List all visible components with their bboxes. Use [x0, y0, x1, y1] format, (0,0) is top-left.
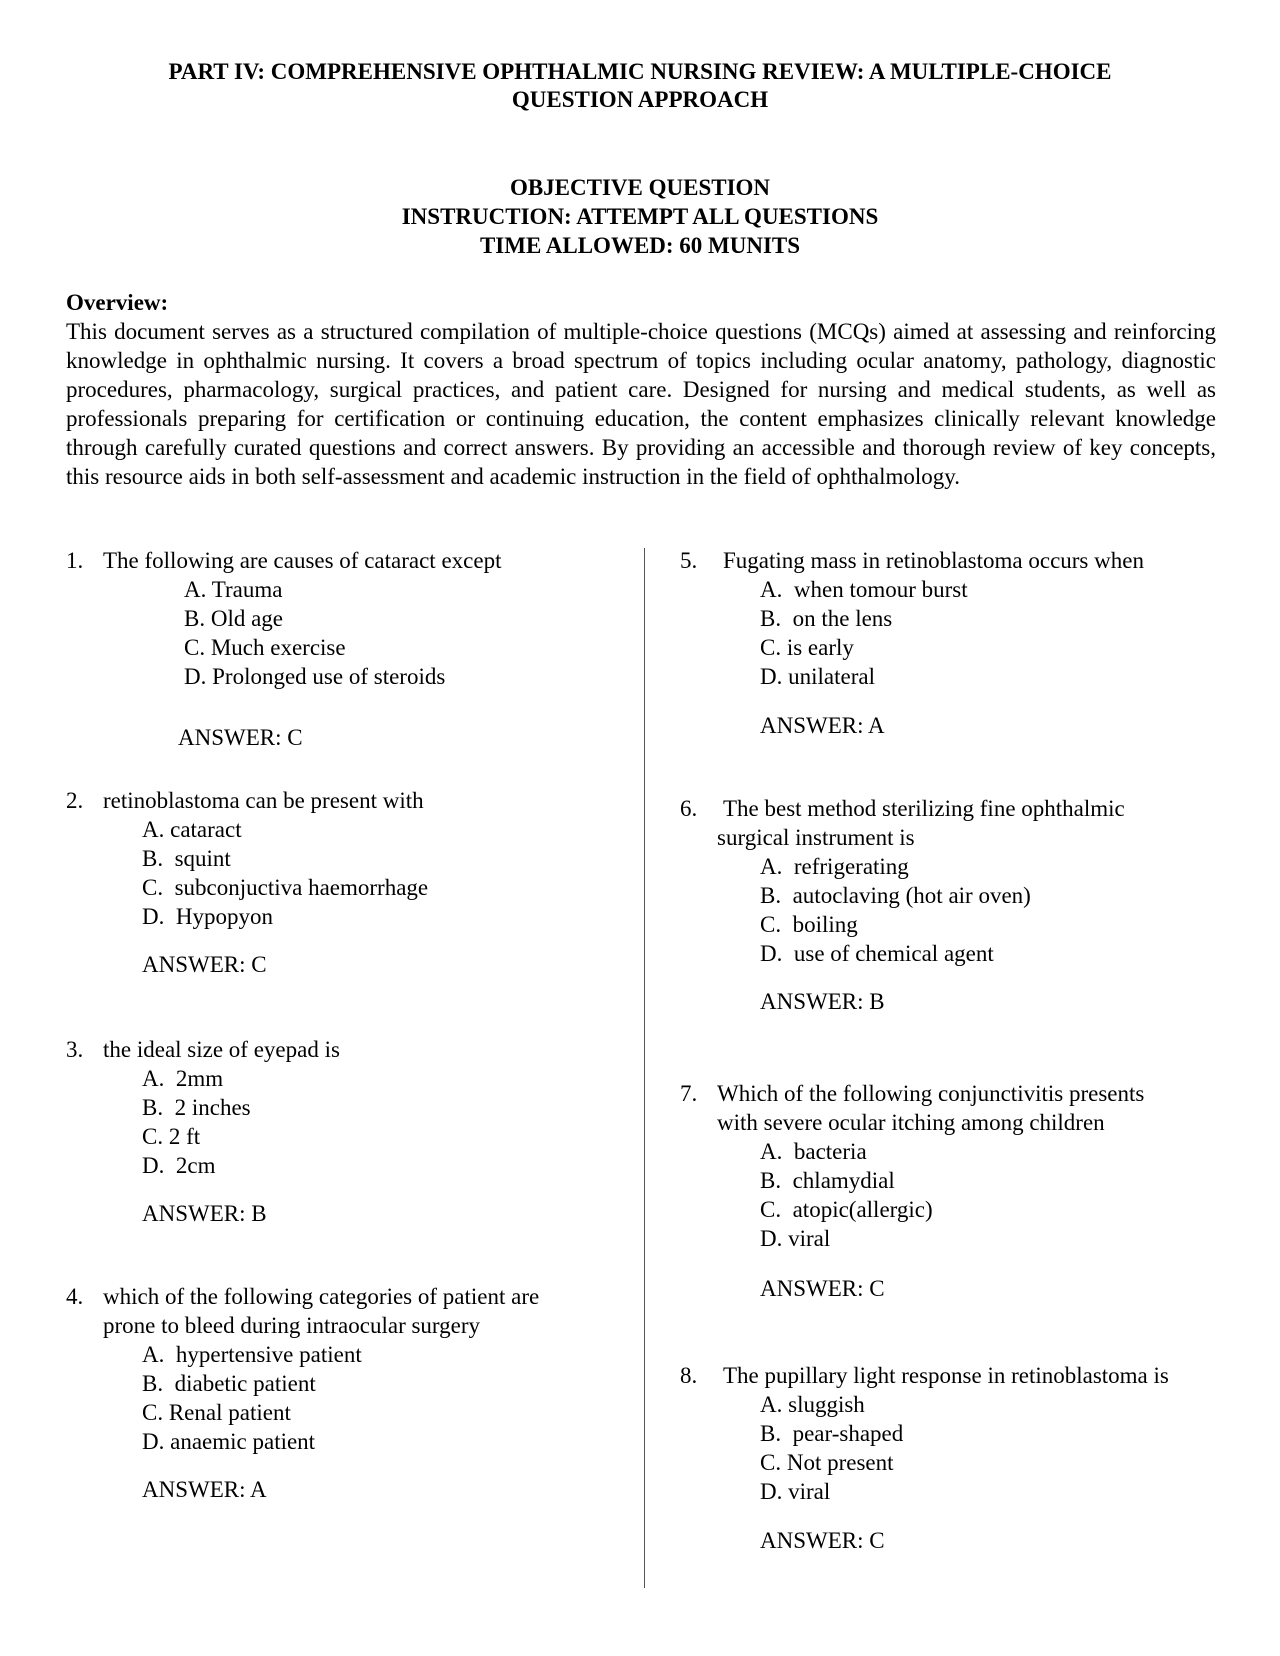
option-d [760, 1224, 830, 1253]
option-text: squint [174, 846, 231, 871]
option-letter: A. [184, 577, 207, 602]
option-d [760, 1477, 830, 1506]
option-text: diabetic patient [174, 1371, 316, 1396]
question-number: 1. [66, 548, 84, 573]
option-text: viral [788, 1226, 831, 1251]
option-c [760, 633, 854, 662]
option-letter: B. [760, 1421, 782, 1446]
option-d [760, 662, 875, 691]
option-a [760, 1137, 867, 1166]
question-number: 3. [66, 1037, 84, 1062]
question-number: 7. [680, 1081, 698, 1106]
option-text: use of chemical agent [793, 941, 994, 966]
option-text: 2cm [175, 1153, 216, 1178]
option-b [760, 1419, 903, 1448]
question-number: 5. [680, 548, 698, 573]
option-letter: B. [184, 606, 206, 631]
option-text: unilateral [788, 664, 875, 689]
option-letter: D. [760, 664, 783, 689]
question-number: 2. [66, 788, 84, 813]
option-text: pear-shaped [792, 1421, 904, 1446]
option-a [760, 1390, 865, 1419]
option-c [760, 1195, 933, 1224]
option-letter: D. [760, 1479, 783, 1504]
answer-label: ANSWER: C [178, 725, 303, 750]
option-c [142, 873, 428, 902]
question-text: The following are causes of cataract except [103, 548, 502, 573]
question-text: The best method sterilizing fine ophthalmic [723, 796, 1125, 821]
option-text: Renal patient [168, 1400, 291, 1425]
option-b [760, 881, 1031, 910]
option-d [184, 662, 445, 691]
option-text: Old age [210, 606, 284, 631]
option-text: 2 ft [168, 1124, 201, 1149]
option-b [184, 604, 283, 633]
exam-instructions [66, 173, 1214, 260]
title-line-2: QUESTION APPROACH [511, 87, 769, 112]
option-text: anaemic patient [170, 1429, 316, 1454]
option-text: Much exercise [210, 635, 346, 660]
option-c [142, 1122, 200, 1151]
question-text-continued: surgical instrument is [717, 825, 915, 850]
option-letter: C. [142, 1124, 164, 1149]
option-c [142, 1398, 291, 1427]
option-letter: D. [142, 904, 165, 929]
option-text: is early [786, 635, 854, 660]
option-a [184, 575, 282, 604]
option-b [142, 844, 231, 873]
option-d [760, 939, 994, 968]
question-text: Which of the following conjunctivitis presents [717, 1081, 1145, 1106]
option-text: viral [788, 1479, 831, 1504]
option-letter: A. [760, 577, 783, 602]
question-text: Fugating mass in retinoblastoma occurs when [723, 548, 1144, 573]
option-letter: D. [142, 1153, 165, 1178]
option-text: autoclaving (hot air oven) [792, 883, 1031, 908]
option-letter: C. [184, 635, 206, 660]
option-d [142, 1151, 215, 1180]
question-number: 6. [680, 796, 698, 821]
option-text: Prolonged use of steroids [212, 664, 446, 689]
option-text: chlamydial [792, 1168, 895, 1193]
option-a [760, 575, 968, 604]
option-a [142, 815, 242, 844]
option-letter: A. [142, 1066, 165, 1091]
overview-body: This document serves as a structured compilation of multiple-choice questions (MCQs) aimed at assessing and reinforcing knowledge in ophthalmic nursing. It covers a broad spectrum of topics including ocular anatomy, pathology, diagnostic procedures, pharmacology, surgical practices, and patient care. Designed for nursing and medical students, as well as professionals preparing for certification or continuing education, the content emphasizes clinically relevant knowledge through carefully curated questions and correct answers. By providing an accessible and thorough review of key concepts, this resource aids in both self-assessment and academic instruction in the field of ophthalmology. [66, 319, 1216, 489]
instruction-attempt-all: INSTRUCTION: ATTEMPT ALL QUESTIONS [401, 204, 879, 229]
option-letter: C. [760, 912, 782, 937]
option-letter: B. [142, 846, 164, 871]
option-letter: A. [142, 1342, 165, 1367]
option-letter: D. [184, 664, 207, 689]
title-line-1: PART IV: COMPREHENSIVE OPHTHALMIC NURSING REVIEW: A MULTIPLE-CHOICE [168, 59, 1112, 84]
option-letter: C. [142, 875, 164, 900]
overview-heading: Overview: [66, 290, 169, 315]
option-letter: B. [760, 1168, 782, 1193]
option-letter: A. [142, 817, 165, 842]
option-letter: A. [760, 1139, 783, 1164]
option-d [142, 902, 273, 931]
overview-section [66, 288, 1216, 491]
option-c [760, 910, 858, 939]
option-d [142, 1427, 315, 1456]
option-letter: B. [760, 883, 782, 908]
option-text: Not present [786, 1450, 894, 1475]
question-text-continued: prone to bleed during intraocular surgery [103, 1313, 481, 1338]
option-c [184, 633, 346, 662]
question-text: which of the following categories of patient are [103, 1284, 540, 1309]
question-number: 4. [66, 1284, 84, 1309]
answer-label: ANSWER: A [142, 1477, 267, 1502]
option-text: when tomour burst [793, 577, 968, 602]
question-text-continued: with severe ocular itching among children [717, 1110, 1105, 1135]
answer-label: ANSWER: B [760, 989, 885, 1014]
option-letter: B. [760, 606, 782, 631]
option-c [760, 1448, 894, 1477]
answer-label: ANSWER: C [142, 952, 267, 977]
instruction-objective: OBJECTIVE QUESTION [509, 175, 771, 200]
option-letter: D. [760, 941, 783, 966]
option-text: cataract [170, 817, 242, 842]
option-letter: C. [760, 1450, 782, 1475]
option-letter: D. [142, 1429, 165, 1454]
option-a [760, 852, 909, 881]
option-text: 2mm [175, 1066, 224, 1091]
option-text: hypertensive patient [175, 1342, 362, 1367]
option-letter: B. [142, 1371, 164, 1396]
option-a [142, 1340, 362, 1369]
option-b [142, 1369, 316, 1398]
option-a [142, 1064, 223, 1093]
option-letter: B. [142, 1095, 164, 1120]
question-text: retinoblastoma can be present with [103, 788, 424, 813]
option-text: Trauma [211, 577, 283, 602]
answer-label: ANSWER: C [760, 1276, 885, 1301]
option-letter: C. [142, 1400, 164, 1425]
option-text: bacteria [793, 1139, 867, 1164]
option-letter: C. [760, 635, 782, 660]
instruction-time-allowed: TIME ALLOWED: 60 MUNITS [479, 233, 801, 258]
option-b [142, 1093, 251, 1122]
document-title [66, 58, 1214, 114]
question-number: 8. [680, 1363, 698, 1388]
question-text: the ideal size of eyepad is [103, 1037, 340, 1062]
option-text: Hypopyon [175, 904, 273, 929]
answer-label: ANSWER: A [760, 713, 885, 738]
option-text: refrigerating [793, 854, 909, 879]
answer-label: ANSWER: B [142, 1201, 267, 1226]
option-text: subconjuctiva haemorrhage [174, 875, 429, 900]
option-letter: D. [760, 1226, 783, 1251]
option-b [760, 1166, 895, 1195]
option-letter: C. [760, 1197, 782, 1222]
option-letter: A. [760, 1392, 783, 1417]
answer-label: ANSWER: C [760, 1528, 885, 1553]
option-letter: A. [760, 854, 783, 879]
option-text: 2 inches [174, 1095, 251, 1120]
column-divider [644, 548, 645, 1588]
option-text: atopic(allergic) [792, 1197, 933, 1222]
question-text: The pupillary light response in retinoblastoma is [723, 1363, 1169, 1388]
option-b [760, 604, 892, 633]
option-text: sluggish [788, 1392, 865, 1417]
option-text: boiling [792, 912, 858, 937]
option-text: on the lens [792, 606, 893, 631]
